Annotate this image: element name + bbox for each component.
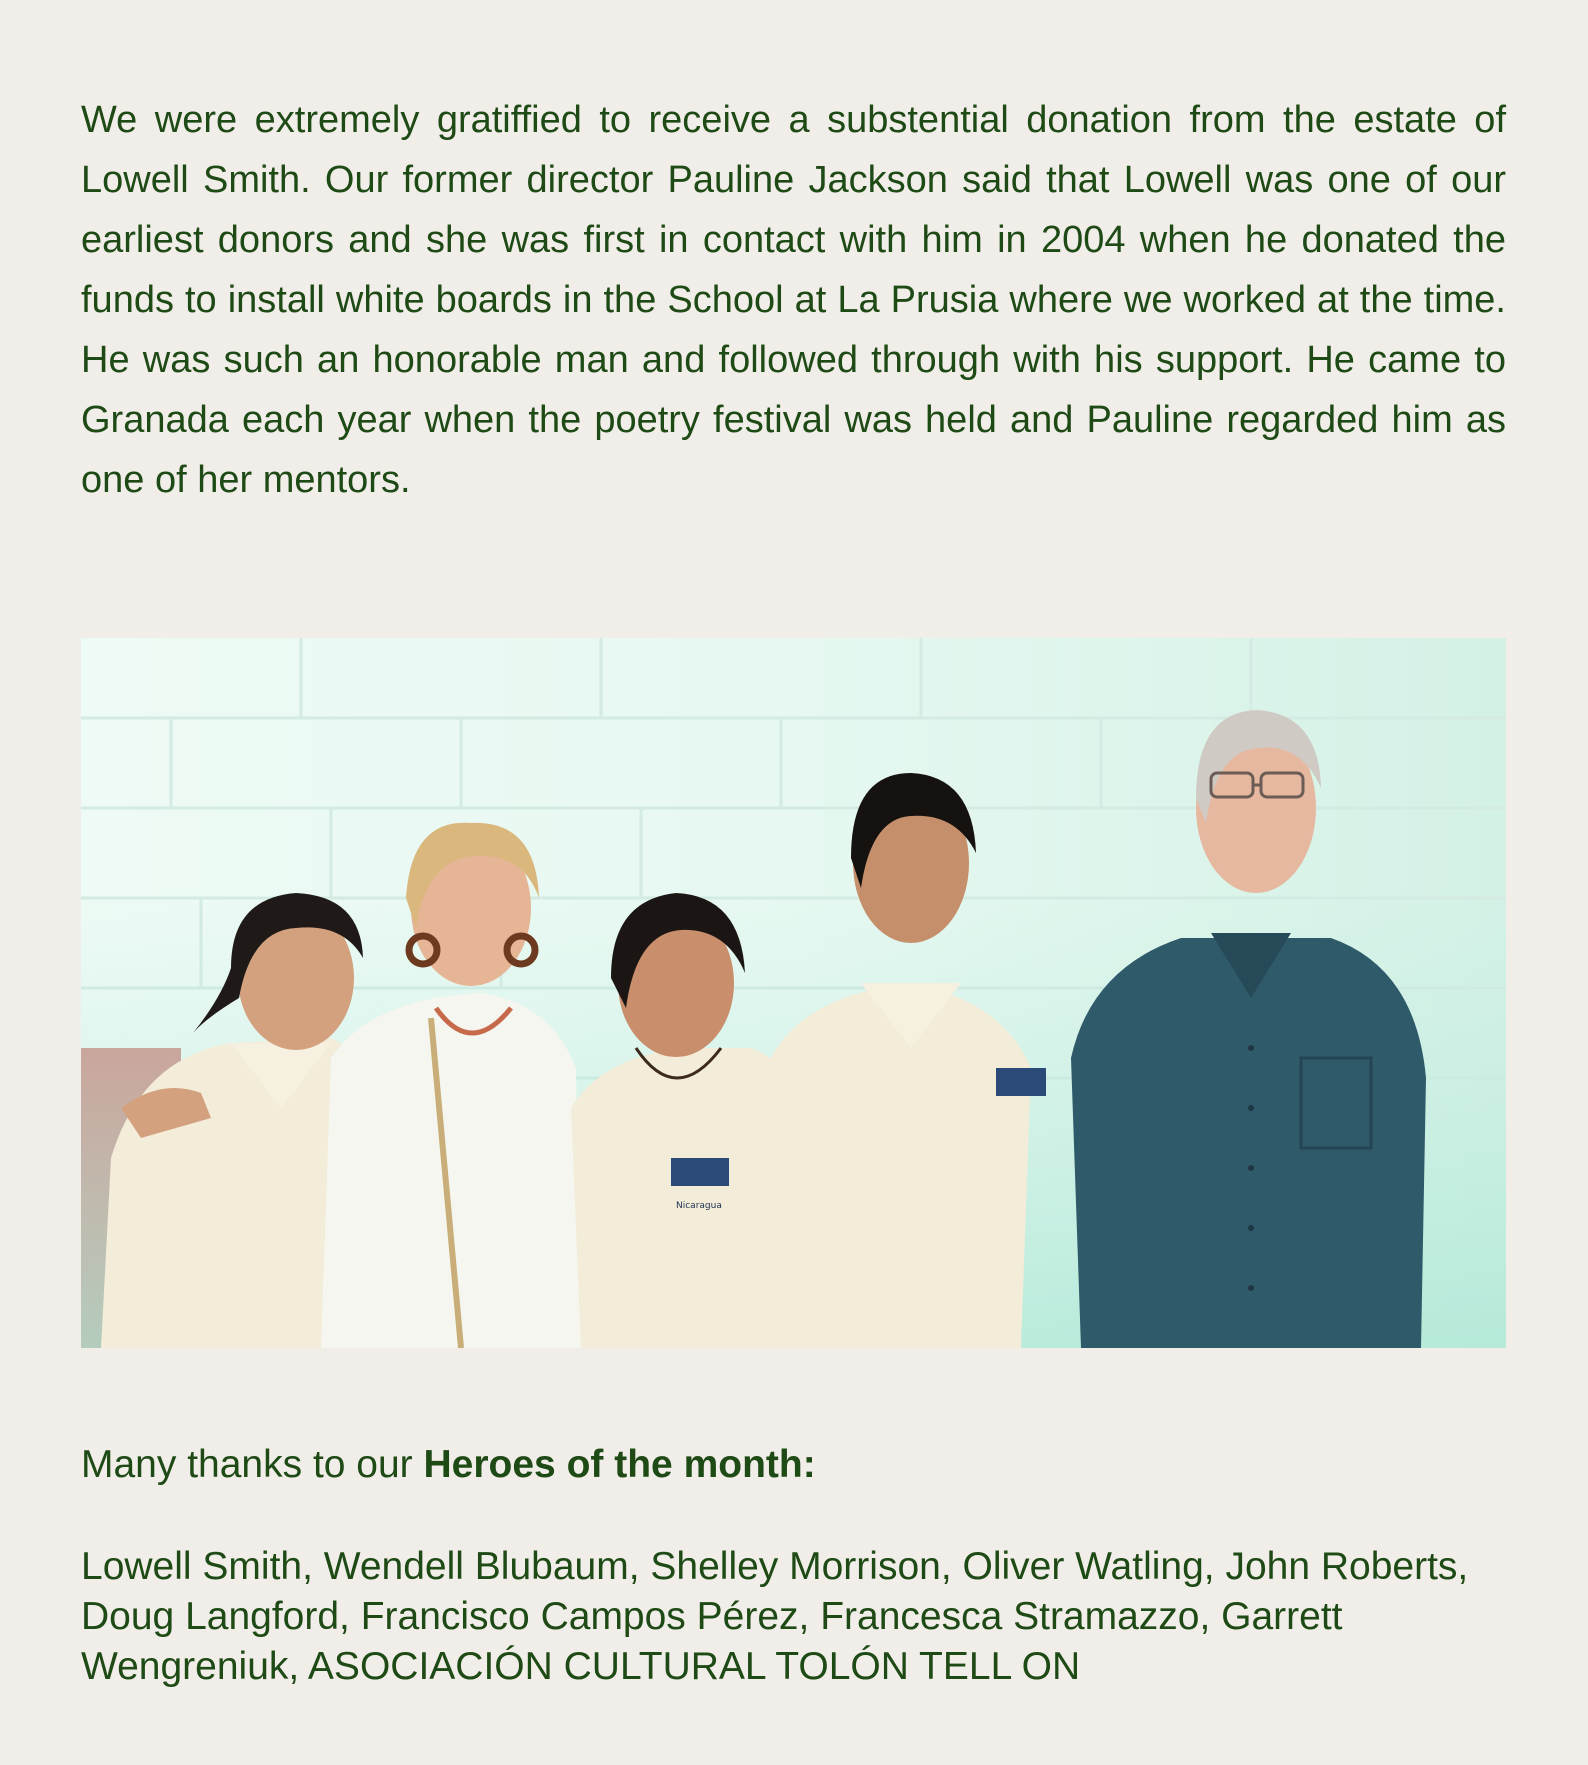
heroes-heading: Heroes of the month: xyxy=(423,1443,816,1486)
article-body xyxy=(81,90,1506,510)
shirt-logo-caption-middle: Nicaragua xyxy=(676,1201,722,1211)
shirt-logo-right xyxy=(996,1068,1046,1096)
heroes-intro xyxy=(81,1440,816,1490)
heroes-names-list: Lowell Smith, Wendell Blubaum, Shelley Morrison, Oliver Watling, John Roberts, Doug Langford, Francisco Campos Pérez, Francesca Stramazzo, Garrett Wengreniuk, ASOCIACIÓN CULTURAL TOLÓN TELL ON xyxy=(81,1545,1469,1688)
heroes-intro-text: Many thanks to our xyxy=(81,1443,424,1486)
group-photo xyxy=(81,638,1506,1348)
shirt-logo-middle xyxy=(671,1158,729,1186)
donation-paragraph: We were extremely gratiffied to receive a substential donation from the estate of Lowell Smith. Our former director Pauline Jackson said that Lowell was one of our earliest donors and she was first in contact with him in 2004 when he donated the funds to install white boards in the School at La Prusia where we worked at the time. He was such an honorable man and followed through with his support. He came to Granada each year when the poetry festival was held and Pauline regarded him as one of her mentors. xyxy=(81,99,1506,501)
